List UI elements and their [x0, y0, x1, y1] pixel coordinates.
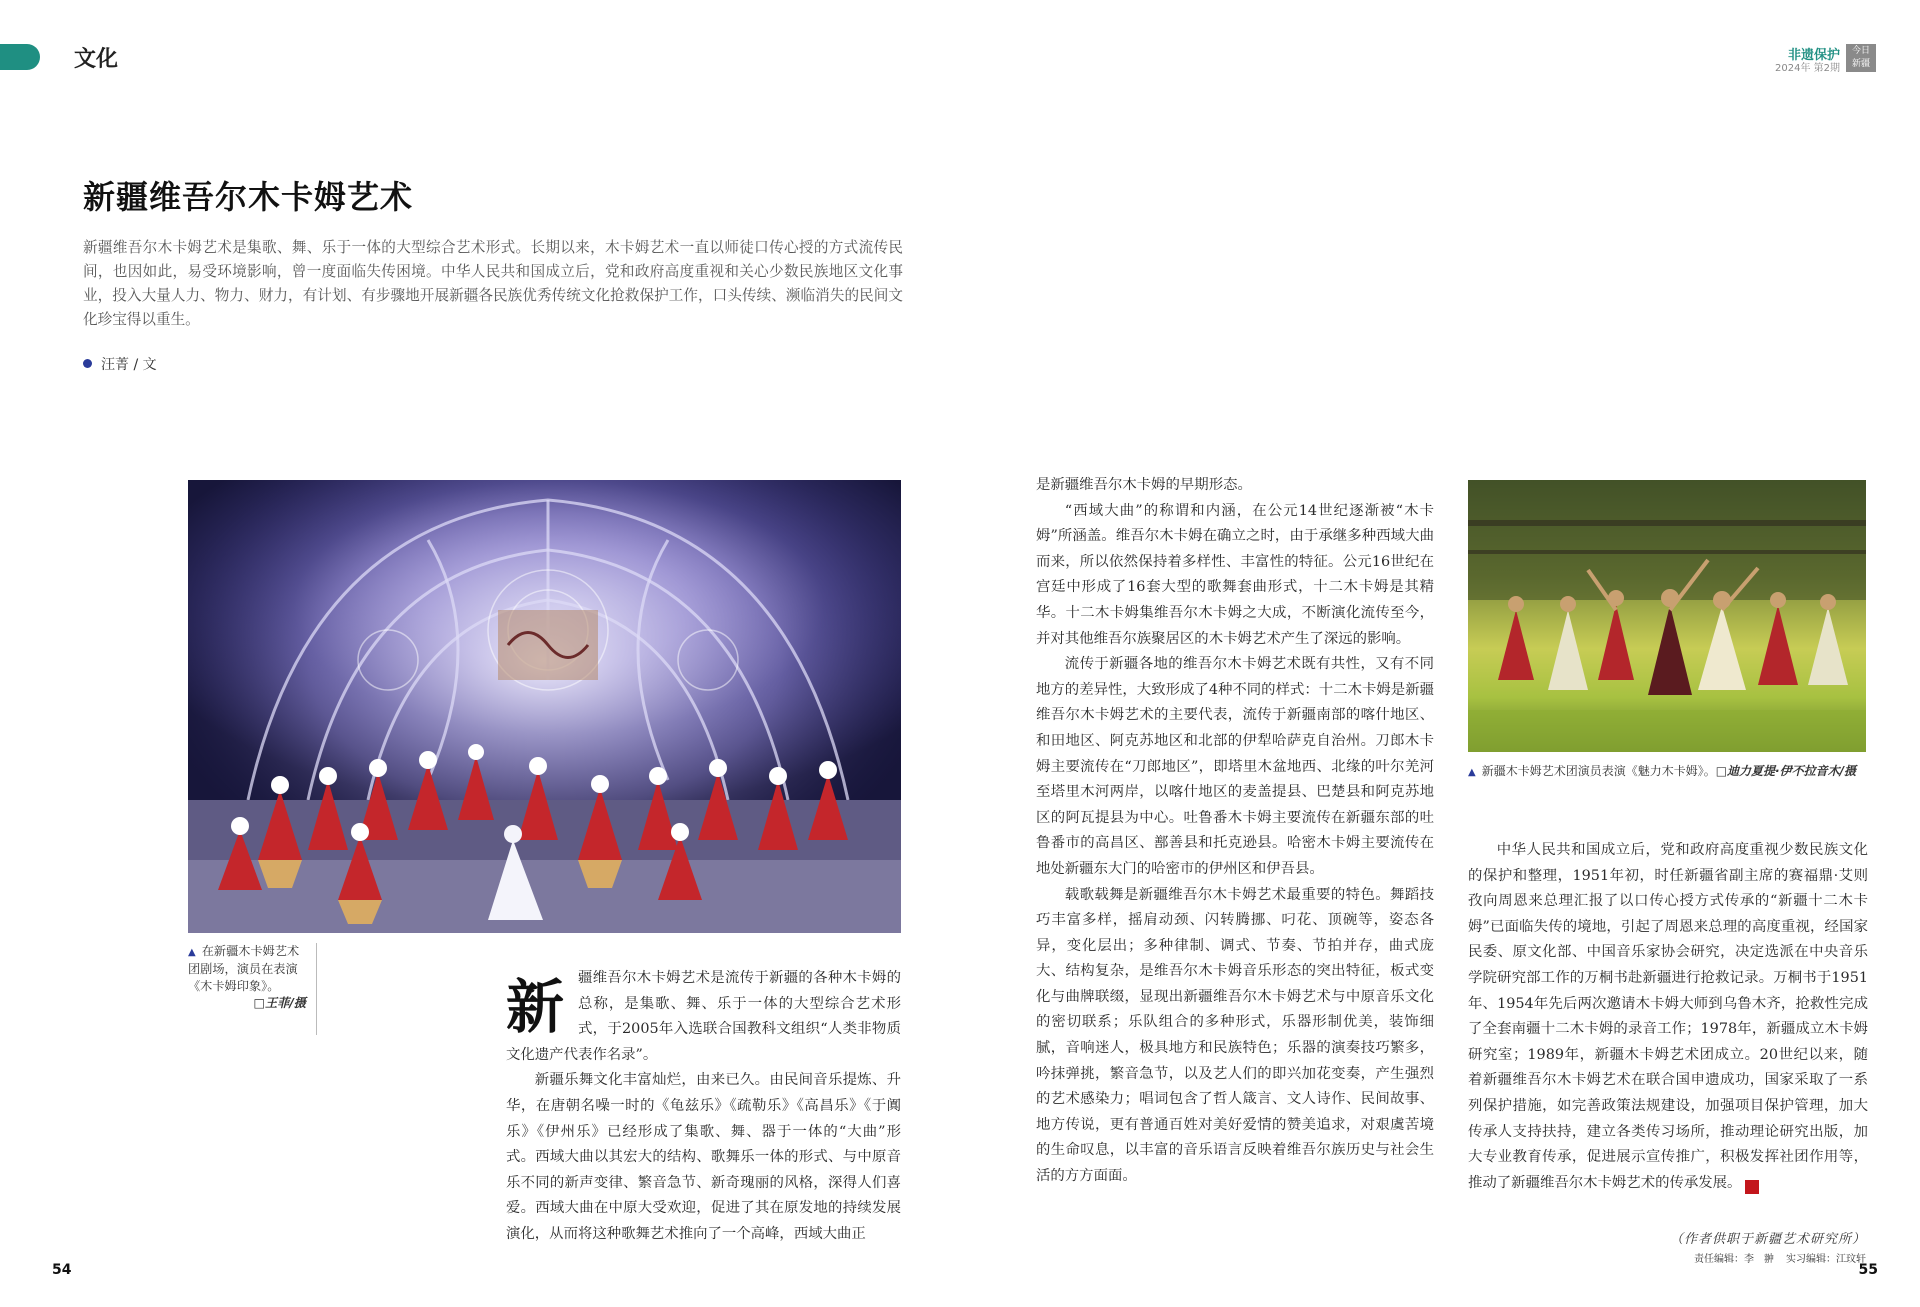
paragraph [1468, 838, 1868, 1196]
paragraph: 载歌载舞是新疆维吾尔木卡姆艺术最重要的特色。舞蹈技巧丰富多样，摇肩动颈、闪转腾挪、叼花、顶碗等，姿态各异，变化层出；多种律制、调式、节奏、节拍并存，曲式庞大、结构复杂，是维吾尔木卡姆音乐形态的突出特征，板式变化与曲牌联缀，显现出新疆维吾尔木卡姆艺术与中原音乐文化的密切联系；乐队组合的多种形式，乐器形制优美，装饰细腻，音响迷人，极具地方和民族特色；乐器的演奏技巧繁多，吟抹弹挑，繁音急节，以及艺人们的即兴加花变奏，产生强烈的艺术感染力；唱词包含了哲人箴言、文人诗作、民间故事、地方传说，更有普通百姓对美好爱情的赞美追求，对艰虞苦境的生命叹息，以丰富的音乐语言反映着维吾尔族历史与社会生活的方方面面。 [1036, 886, 1434, 1185]
left-photo-credit: □王菲/摄 [253, 996, 306, 1010]
editor-credits [1694, 1250, 1866, 1265]
caption-triangle-icon: ▲ [1468, 767, 1476, 778]
photo-stage-performance [188, 480, 901, 933]
paragraph: 流传于新疆各地的维吾尔木卡姆艺术既有共性，又有不同地方的差异性，大致形成了4种不同的样式：十二木卡姆是新疆维吾尔木卡姆艺术的主要代表，流传于新疆南部的喀什地区、和田地区、阿克苏地区和北部的伊犁哈萨克自治州。刀郎木卡姆主要流传在“刀郎地区”，即塔里木盆地西、北缘的叶尔羌河至塔里木河两岸，以喀什地区的麦盖提县、巴楚县和阿克苏地区的阿瓦提县为中心。吐鲁番木卡姆主要流传在新疆东部的吐鲁番市的高昌区、鄯善县和托克逊县。哈密木卡姆主要流传在地处新疆东大门的哈密市的伊州区和伊吾县。 [1036, 656, 1434, 877]
right-photo-credit: □迪力夏提·伊不拉音木/摄 [1715, 764, 1856, 778]
paragraph: 是新疆维吾尔木卡姆的早期形态。 [1036, 477, 1252, 493]
paragraph-text: 中华人民共和国成立后，党和政府高度重视少数民族文化的保护和整理，1951年初，时任新疆省副主席的赛福鼎·艾则孜向周恩来总理汇报了以口传心授方式传承的“新疆十二木卡姆”已面临失传的境地，引起了周恩来总理的高度重视，经国家民委、原文化部、中国音乐家协会研究，决定选派在中央音乐学院研究部工作的万桐书赴新疆进行抢救记录。万桐书于1951年、1954年先后两次邀请木卡姆大师到乌鲁木齐，抢救性完成了全套南疆十二木卡姆的录音工作；1978年，新疆成立木卡姆研究室；1989年，新疆木卡姆艺术团成立。20世纪以来，随着新疆维吾尔木卡姆艺术在联合国申遗成功，国家采取了一系列保护措施，如完善政策法规建设，加强项目保护管理，加大传承人支持扶持，建立各类传习场所，推动理论研究出版，加大专业教育传承，促进展示宣传推广，积极发挥社团作用等，推动了新疆维吾尔木卡姆艺术的传承发展。 [1468, 842, 1868, 1191]
caption-divider [316, 943, 317, 1035]
intern-editor: 实习编辑：江玟轩 [1786, 1254, 1866, 1265]
stage-illustration [188, 480, 901, 933]
drop-cap: 新 [506, 973, 565, 1041]
page-number-right: 55 [1858, 1262, 1878, 1278]
section-marker [0, 44, 40, 70]
body-column-1 [506, 966, 901, 1248]
dance-illustration [1468, 480, 1866, 752]
caption-triangle-icon: ▲ [188, 947, 196, 958]
page-number-left: 54 [52, 1262, 72, 1278]
byline-text: 汪菁 / 文 [101, 357, 157, 373]
right-photo-caption-block [1468, 762, 1868, 779]
section-label: 文化 [74, 47, 119, 72]
magazine-column-name: 非遗保护 [1787, 48, 1840, 63]
paragraph: 新疆乐舞文化丰富灿烂，由来已久。由民间音乐提炼、升华，在唐朝名噪一时的《龟兹乐》《疏勒乐》《高昌乐》《于阗乐》《伊州乐》已经形成了集歌、舞、器于一体的“大曲”形式。西域大曲以其宏大的结构、歌舞乐一体的形式、与中原音乐不同的新声变律、繁音急节、新奇瑰丽的风格，深得人们喜爱。西域大曲在中原大受欢迎，促进了其在原发地的持续发展演化，从而将这种歌舞艺术推向了一个高峰，西域大曲正 [506, 1072, 901, 1242]
byline-dot-icon [83, 359, 92, 368]
body-column-3 [1468, 838, 1868, 1196]
paragraph: “西域大曲”的称谓和内涵，在公元14世纪逐渐被“木卡姆”所涵盖。维吾尔木卡姆在确立之时，由于承继多种西域大曲而来，所以依然保持着多样性、丰富性的特征。公元16世纪在宫廷中形成了16套大型的歌舞套曲形式，十二木卡姆是其精华。十二木卡姆集维吾尔木卡姆之大成，不断演化流传至今，并对其他维吾尔族聚居区的木卡姆艺术产生了深远的影响。 [1036, 502, 1434, 647]
end-mark-icon: J [1745, 1180, 1759, 1194]
paragraph-text: 疆维吾尔木卡姆艺术是流传于新疆的各种木卡姆的总称，是集歌、舞、乐于一体的大型综合艺术形式，于2005年入选联合国教科文组织“人类非物质文化遗产代表作名录”。 [506, 970, 901, 1063]
right-photo-caption: 新疆木卡姆艺术团演员表演《魅力木卡姆》。 [1481, 764, 1716, 778]
article-title: 新疆维吾尔木卡姆艺术 [83, 178, 414, 216]
byline [83, 354, 157, 374]
responsible-editor: 责任编辑：李 翀 [1694, 1254, 1774, 1265]
author-affiliation: （作者供职于新疆艺术研究所） [1669, 1232, 1866, 1247]
magazine-logo: 今日 新疆 [1846, 44, 1876, 72]
photo-dance-performance [1468, 480, 1866, 752]
body-column-2 [1036, 473, 1434, 1190]
issue-label: 2024年 第2期 [1775, 63, 1840, 74]
paragraph [506, 966, 901, 1068]
left-photo-caption-block [188, 943, 310, 1012]
left-photo-caption: 在新疆木卡姆艺术团剧场，演员在表演《木卡姆印象》。 [188, 944, 300, 993]
article-intro: 新疆维吾尔木卡姆艺术是集歌、舞、乐于一体的大型综合艺术形式。长期以来，木卡姆艺术一直以师徒口传心授的方式流传民间，也因如此，易受环境影响，曾一度面临失传困境。中华人民共和国成立后，党和政府高度重视和关心少数民族地区文化事业，投入大量人力、物力、财力，有计划、有步骤地开展新疆各民族优秀传统文化抢救保护工作，口头传续、濒临消失的民间文化珍宝得以重生。 [83, 239, 903, 328]
